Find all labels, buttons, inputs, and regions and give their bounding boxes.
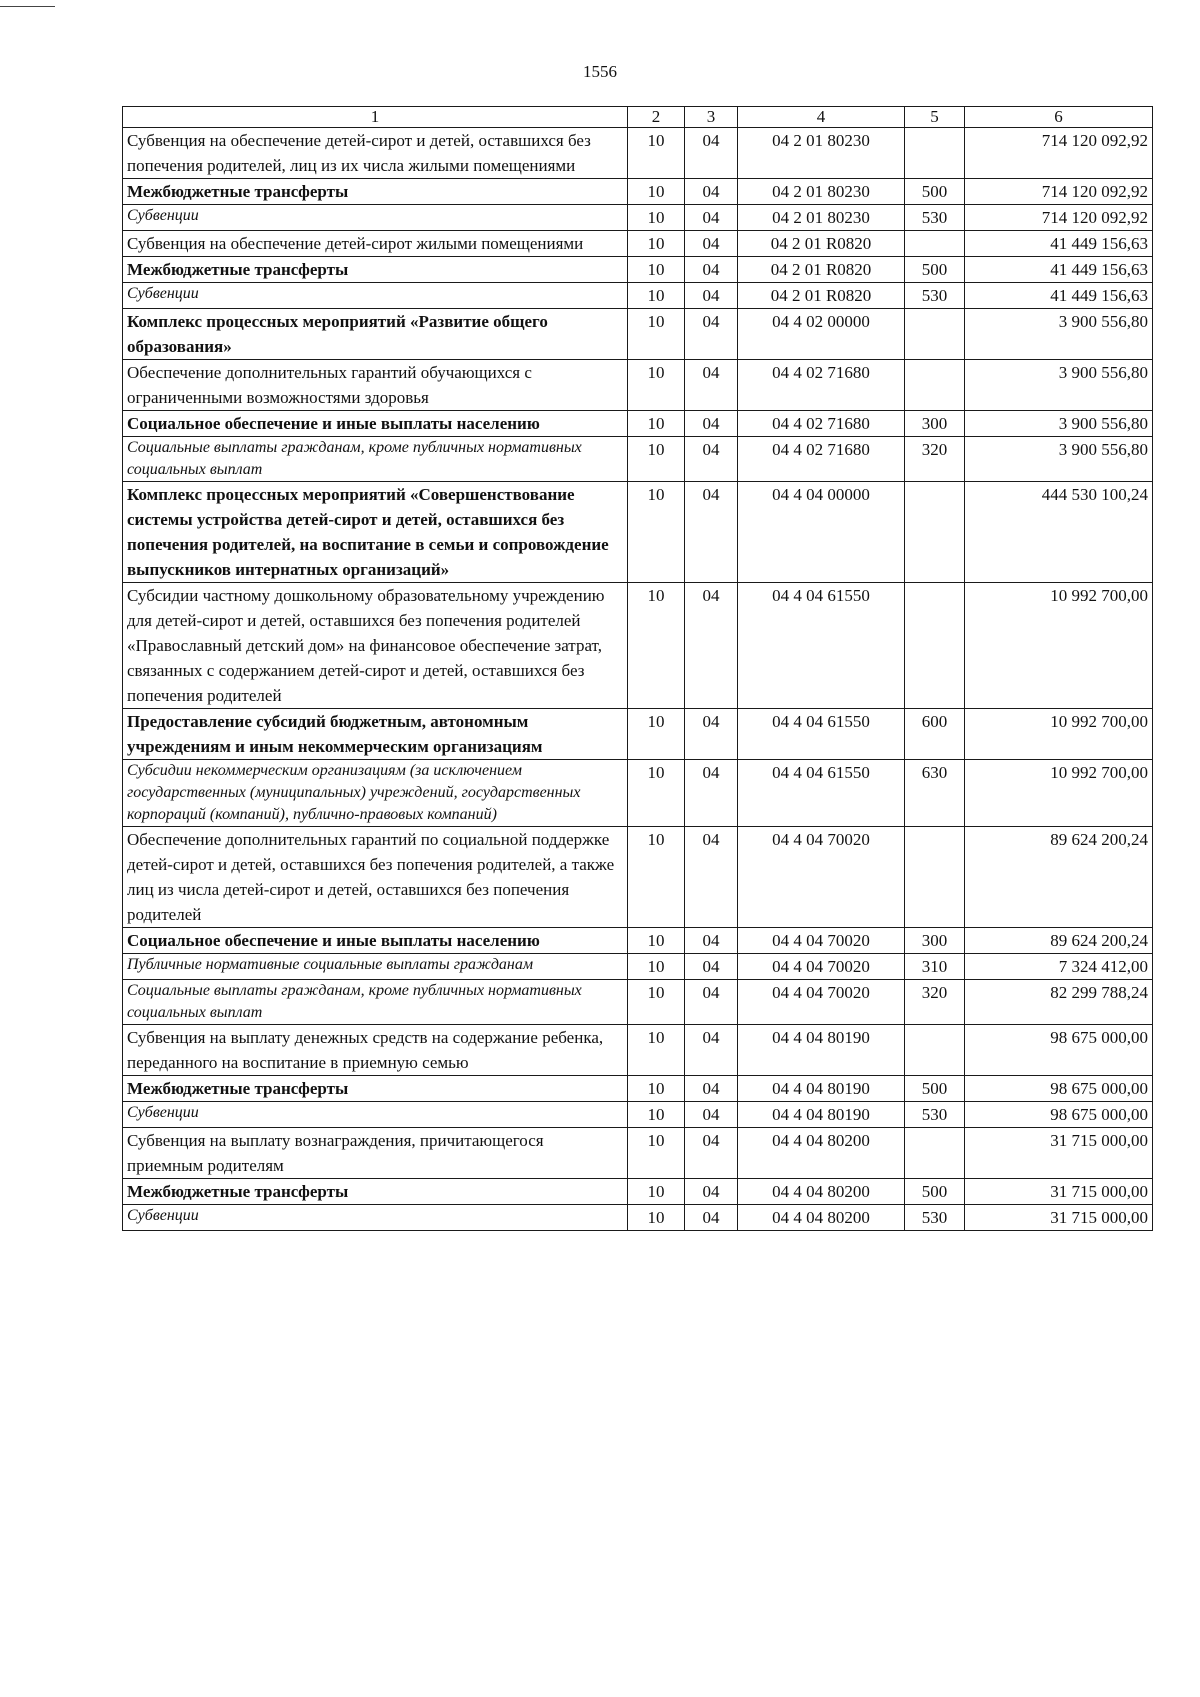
row-section-code: 10 xyxy=(628,257,685,283)
table-row xyxy=(123,980,1153,1025)
row-target-article-code: 04 2 01 R0820 xyxy=(738,257,905,283)
row-target-article-code: 04 4 04 61550 xyxy=(738,583,905,709)
row-expense-type-code: 530 xyxy=(905,283,965,309)
row-section-code: 10 xyxy=(628,360,685,411)
row-section-code: 10 xyxy=(628,827,685,928)
row-target-article-code: 04 4 02 71680 xyxy=(738,437,905,482)
row-description: Социальное обеспечение и иные выплаты населению xyxy=(123,928,628,954)
table-row xyxy=(123,928,1153,954)
table-row xyxy=(123,128,1153,179)
row-amount: 3 900 556,80 xyxy=(965,411,1153,437)
row-section-code: 10 xyxy=(628,437,685,482)
row-subsection-code: 04 xyxy=(685,128,738,179)
row-section-code: 10 xyxy=(628,1025,685,1076)
row-description: Межбюджетные трансферты xyxy=(123,1179,628,1205)
header-cell: 6 xyxy=(965,107,1153,128)
row-expense-type-code xyxy=(905,231,965,257)
row-expense-type-code: 530 xyxy=(905,1102,965,1128)
row-target-article-code: 04 4 04 61550 xyxy=(738,709,905,760)
row-target-article-code: 04 4 04 80200 xyxy=(738,1179,905,1205)
table-row xyxy=(123,437,1153,482)
row-subsection-code: 04 xyxy=(685,1179,738,1205)
row-description: Субвенции xyxy=(123,283,628,309)
row-subsection-code: 04 xyxy=(685,482,738,583)
row-expense-type-code xyxy=(905,583,965,709)
row-amount: 98 675 000,00 xyxy=(965,1102,1153,1128)
row-target-article-code: 04 4 04 70020 xyxy=(738,928,905,954)
row-amount: 3 900 556,80 xyxy=(965,437,1153,482)
header-cell: 5 xyxy=(905,107,965,128)
row-section-code: 10 xyxy=(628,128,685,179)
row-amount: 714 120 092,92 xyxy=(965,205,1153,231)
table-row xyxy=(123,1179,1153,1205)
row-expense-type-code: 630 xyxy=(905,760,965,827)
row-amount: 7 324 412,00 xyxy=(965,954,1153,980)
row-amount: 82 299 788,24 xyxy=(965,980,1153,1025)
row-section-code: 10 xyxy=(628,179,685,205)
row-subsection-code: 04 xyxy=(685,309,738,360)
row-section-code: 10 xyxy=(628,709,685,760)
row-amount: 3 900 556,80 xyxy=(965,309,1153,360)
row-section-code: 10 xyxy=(628,583,685,709)
row-description: Субвенции xyxy=(123,1205,628,1231)
row-section-code: 10 xyxy=(628,309,685,360)
row-expense-type-code: 500 xyxy=(905,257,965,283)
row-subsection-code: 04 xyxy=(685,257,738,283)
corner-scan-mark xyxy=(0,6,55,7)
row-amount: 3 900 556,80 xyxy=(965,360,1153,411)
row-section-code: 10 xyxy=(628,928,685,954)
row-section-code: 10 xyxy=(628,1076,685,1102)
row-expense-type-code xyxy=(905,1128,965,1179)
row-expense-type-code: 500 xyxy=(905,1179,965,1205)
row-target-article-code: 04 2 01 R0820 xyxy=(738,283,905,309)
row-amount: 31 715 000,00 xyxy=(965,1205,1153,1231)
table-row xyxy=(123,827,1153,928)
row-expense-type-code: 310 xyxy=(905,954,965,980)
row-target-article-code: 04 4 02 71680 xyxy=(738,360,905,411)
row-section-code: 10 xyxy=(628,760,685,827)
table-row xyxy=(123,1205,1153,1231)
row-description: Субвенция на выплату вознаграждения, причитающегося приемным родителям xyxy=(123,1128,628,1179)
row-amount: 89 624 200,24 xyxy=(965,928,1153,954)
row-description: Субвенции xyxy=(123,205,628,231)
row-amount: 41 449 156,63 xyxy=(965,283,1153,309)
row-description: Межбюджетные трансферты xyxy=(123,257,628,283)
row-target-article-code: 04 4 04 00000 xyxy=(738,482,905,583)
row-section-code: 10 xyxy=(628,954,685,980)
row-target-article-code: 04 4 04 80200 xyxy=(738,1128,905,1179)
row-subsection-code: 04 xyxy=(685,179,738,205)
row-target-article-code: 04 2 01 80230 xyxy=(738,128,905,179)
row-subsection-code: 04 xyxy=(685,760,738,827)
page-number: 1556 xyxy=(583,62,617,81)
table-row xyxy=(123,1076,1153,1102)
row-description: Публичные нормативные социальные выплаты гражданам xyxy=(123,954,628,980)
row-description: Субвенция на выплату денежных средств на содержание ребенка, переданного на воспитание в приемную семью xyxy=(123,1025,628,1076)
row-target-article-code: 04 4 04 80190 xyxy=(738,1076,905,1102)
table-row xyxy=(123,709,1153,760)
row-expense-type-code: 320 xyxy=(905,980,965,1025)
row-subsection-code: 04 xyxy=(685,1102,738,1128)
row-subsection-code: 04 xyxy=(685,954,738,980)
row-expense-type-code: 500 xyxy=(905,179,965,205)
row-amount: 31 715 000,00 xyxy=(965,1128,1153,1179)
row-section-code: 10 xyxy=(628,205,685,231)
row-target-article-code: 04 4 04 80190 xyxy=(738,1025,905,1076)
row-subsection-code: 04 xyxy=(685,583,738,709)
table-row xyxy=(123,231,1153,257)
row-subsection-code: 04 xyxy=(685,1128,738,1179)
table-row xyxy=(123,179,1153,205)
row-expense-type-code xyxy=(905,1025,965,1076)
row-amount: 10 992 700,00 xyxy=(965,760,1153,827)
row-description: Обеспечение дополнительных гарантий по социальной поддержке детей-сирот и детей, оставшихся без попечения родителей, а также лиц из числа детей-сирот и детей, оставшихся без попечения родителей xyxy=(123,827,628,928)
row-description: Социальные выплаты гражданам, кроме публичных нормативных социальных выплат xyxy=(123,437,628,482)
row-expense-type-code: 530 xyxy=(905,205,965,231)
row-expense-type-code: 530 xyxy=(905,1205,965,1231)
row-target-article-code: 04 2 01 80230 xyxy=(738,205,905,231)
row-target-article-code: 04 4 04 80200 xyxy=(738,1205,905,1231)
row-subsection-code: 04 xyxy=(685,205,738,231)
table-row xyxy=(123,360,1153,411)
row-amount: 98 675 000,00 xyxy=(965,1076,1153,1102)
row-subsection-code: 04 xyxy=(685,827,738,928)
table-header-row xyxy=(123,107,1153,128)
row-amount: 10 992 700,00 xyxy=(965,583,1153,709)
row-expense-type-code: 500 xyxy=(905,1076,965,1102)
table-row xyxy=(123,482,1153,583)
row-subsection-code: 04 xyxy=(685,980,738,1025)
row-section-code: 10 xyxy=(628,482,685,583)
table-row xyxy=(123,954,1153,980)
table-row xyxy=(123,1025,1153,1076)
row-amount: 98 675 000,00 xyxy=(965,1025,1153,1076)
header-cell: 3 xyxy=(685,107,738,128)
row-subsection-code: 04 xyxy=(685,437,738,482)
row-amount: 714 120 092,92 xyxy=(965,128,1153,179)
row-subsection-code: 04 xyxy=(685,283,738,309)
row-target-article-code: 04 2 01 R0820 xyxy=(738,231,905,257)
row-target-article-code: 04 4 04 80190 xyxy=(738,1102,905,1128)
header-cell: 4 xyxy=(738,107,905,128)
row-subsection-code: 04 xyxy=(685,231,738,257)
budget-table xyxy=(122,106,1153,1231)
row-description: Субсидии частному дошкольному образовательному учреждению для детей-сирот и детей, оставшихся без попечения родителей «Православный детский дом» на финансовое обеспечение затрат, связанных с содержанием детей-сирот и детей, оставшихся без попечения родителей xyxy=(123,583,628,709)
row-description: Комплекс процессных мероприятий «Совершенствование системы устройства детей-сирот и детей, оставшихся без попечения родителей, на воспитание в семьи и сопровождение выпускников интернатных организаций» xyxy=(123,482,628,583)
row-target-article-code: 04 4 04 70020 xyxy=(738,980,905,1025)
table-row xyxy=(123,205,1153,231)
row-amount: 31 715 000,00 xyxy=(965,1179,1153,1205)
table-row xyxy=(123,283,1153,309)
row-expense-type-code xyxy=(905,128,965,179)
table-row xyxy=(123,760,1153,827)
row-description: Предоставление субсидий бюджетным, автономным учреждениям и иным некоммерческим организациям xyxy=(123,709,628,760)
row-section-code: 10 xyxy=(628,231,685,257)
row-section-code: 10 xyxy=(628,980,685,1025)
row-amount: 41 449 156,63 xyxy=(965,257,1153,283)
row-description: Субвенция на обеспечение детей-сирот и детей, оставшихся без попечения родителей, лиц из их числа жилыми помещениями xyxy=(123,128,628,179)
row-amount: 714 120 092,92 xyxy=(965,179,1153,205)
row-section-code: 10 xyxy=(628,283,685,309)
row-description: Субвенция на обеспечение детей-сирот жилыми помещениями xyxy=(123,231,628,257)
table-row xyxy=(123,309,1153,360)
row-target-article-code: 04 2 01 80230 xyxy=(738,179,905,205)
row-amount: 10 992 700,00 xyxy=(965,709,1153,760)
row-expense-type-code: 320 xyxy=(905,437,965,482)
row-section-code: 10 xyxy=(628,1128,685,1179)
table-row xyxy=(123,411,1153,437)
row-description: Межбюджетные трансферты xyxy=(123,1076,628,1102)
table-row xyxy=(123,1102,1153,1128)
table-row xyxy=(123,583,1153,709)
row-subsection-code: 04 xyxy=(685,1025,738,1076)
row-description: Обеспечение дополнительных гарантий обучающихся с ограниченными возможностями здоровья xyxy=(123,360,628,411)
row-description: Социальное обеспечение и иные выплаты населению xyxy=(123,411,628,437)
row-amount: 41 449 156,63 xyxy=(965,231,1153,257)
row-description: Субвенции xyxy=(123,1102,628,1128)
row-expense-type-code xyxy=(905,482,965,583)
row-description: Социальные выплаты гражданам, кроме публичных нормативных социальных выплат xyxy=(123,980,628,1025)
row-subsection-code: 04 xyxy=(685,928,738,954)
row-subsection-code: 04 xyxy=(685,1076,738,1102)
row-subsection-code: 04 xyxy=(685,411,738,437)
row-expense-type-code: 600 xyxy=(905,709,965,760)
row-description: Комплекс процессных мероприятий «Развитие общего образования» xyxy=(123,309,628,360)
row-amount: 444 530 100,24 xyxy=(965,482,1153,583)
row-section-code: 10 xyxy=(628,1205,685,1231)
row-expense-type-code: 300 xyxy=(905,411,965,437)
row-expense-type-code xyxy=(905,827,965,928)
row-section-code: 10 xyxy=(628,1179,685,1205)
row-amount: 89 624 200,24 xyxy=(965,827,1153,928)
row-target-article-code: 04 4 04 70020 xyxy=(738,954,905,980)
row-target-article-code: 04 4 02 00000 xyxy=(738,309,905,360)
row-target-article-code: 04 4 04 61550 xyxy=(738,760,905,827)
row-expense-type-code: 300 xyxy=(905,928,965,954)
row-subsection-code: 04 xyxy=(685,709,738,760)
row-target-article-code: 04 4 04 70020 xyxy=(738,827,905,928)
row-section-code: 10 xyxy=(628,1102,685,1128)
row-description: Субсидии некоммерческим организациям (за исключением государственных (муниципальных) учреждений, государственных корпораций (компаний), публично-правовых компаний) xyxy=(123,760,628,827)
row-description: Межбюджетные трансферты xyxy=(123,179,628,205)
row-subsection-code: 04 xyxy=(685,360,738,411)
row-section-code: 10 xyxy=(628,411,685,437)
table-row xyxy=(123,257,1153,283)
row-target-article-code: 04 4 02 71680 xyxy=(738,411,905,437)
header-cell: 1 xyxy=(123,107,628,128)
table-body xyxy=(123,128,1153,1231)
header-cell: 2 xyxy=(628,107,685,128)
row-expense-type-code xyxy=(905,360,965,411)
row-subsection-code: 04 xyxy=(685,1205,738,1231)
row-expense-type-code xyxy=(905,309,965,360)
table-row xyxy=(123,1128,1153,1179)
